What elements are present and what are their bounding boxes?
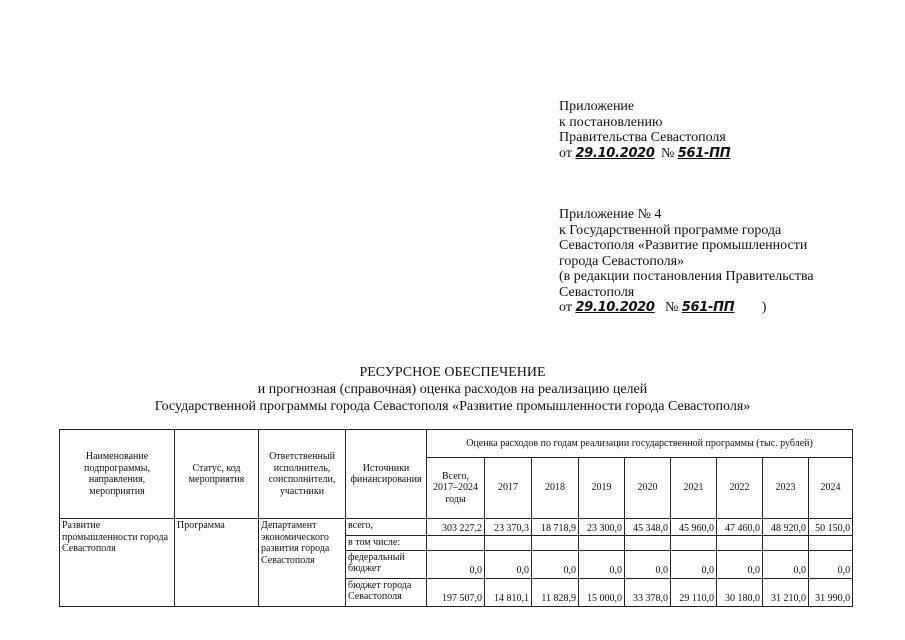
value-cell: 0,0 bbox=[717, 550, 763, 578]
value-cell: 45 960,0 bbox=[671, 519, 717, 536]
value-cell bbox=[485, 536, 532, 551]
value-cell: 0,0 bbox=[485, 550, 532, 578]
value-cell: 11 828,9 bbox=[532, 578, 579, 606]
approval-line: Правительства Севастополя bbox=[559, 130, 726, 145]
value-cell: 31 210,0 bbox=[763, 578, 809, 606]
approval-line: (в редакции постановления Правительства bbox=[559, 269, 814, 284]
value-cell: 30 180,0 bbox=[717, 578, 763, 606]
header-year: 2024 bbox=[809, 458, 853, 519]
header-responsible: Ответственный исполнитель, соисполнители, участники bbox=[259, 430, 346, 519]
title-line-3: Государственной программы города Севастополя «Развитие промышленности города Севастополя» bbox=[154, 399, 751, 414]
resources-table bbox=[59, 429, 853, 607]
title-line-1: РЕСУРСНОЕ ОБЕСПЕЧЕНИЕ bbox=[359, 365, 546, 380]
approval-date: 29.10.2020 bbox=[575, 145, 655, 161]
value-cell: 45 348,0 bbox=[625, 519, 671, 536]
title-line-2: и прогнозная (справочная) оценка расходов на реализацию целей bbox=[257, 382, 648, 397]
approval-date: 29.10.2020 bbox=[575, 300, 655, 315]
header-name: Наименование подпрограммы, направления, мероприятия bbox=[60, 430, 175, 519]
approval-date-line bbox=[559, 300, 814, 316]
value-cell: 15 000,0 bbox=[579, 578, 625, 606]
value-cell bbox=[579, 536, 625, 551]
source-cell: в том числе: bbox=[346, 536, 427, 551]
header-estimate: Оценка расходов по годам реализации государственной программы (тыс. рублей) bbox=[427, 430, 853, 458]
header-year: 2019 bbox=[579, 458, 625, 519]
value-cell bbox=[809, 536, 853, 551]
value-cell: 0,0 bbox=[579, 550, 625, 578]
number-label: № bbox=[664, 300, 679, 315]
close-paren: ) bbox=[761, 300, 767, 315]
value-cell: 23 370,3 bbox=[485, 519, 532, 536]
approval-line: Севастополя bbox=[559, 284, 635, 300]
header-year: 2021 bbox=[671, 458, 717, 519]
total-cell: 197 507,0 bbox=[427, 578, 485, 606]
value-cell: 48 920,0 bbox=[763, 519, 809, 536]
program-status: Программа bbox=[175, 519, 259, 607]
value-cell: 31 990,0 bbox=[809, 578, 853, 606]
value-cell bbox=[671, 536, 717, 551]
approval-line: Приложение bbox=[559, 99, 635, 114]
approval-line: к постановлению bbox=[559, 114, 663, 130]
approval-line: Приложение № 4 bbox=[559, 207, 662, 222]
total-cell: 303 227,2 bbox=[427, 519, 485, 536]
value-cell: 14 810,1 bbox=[485, 578, 532, 606]
value-cell: 0,0 bbox=[671, 550, 717, 578]
value-cell: 23 300,0 bbox=[579, 519, 625, 536]
value-cell: 18 718,9 bbox=[532, 519, 579, 536]
value-cell: 50 150,0 bbox=[809, 519, 853, 536]
value-cell: 47 460,0 bbox=[717, 519, 763, 536]
number-label: № bbox=[660, 145, 675, 161]
approval-line: Севастополя «Развитие промышленности bbox=[559, 238, 808, 253]
header-year: 2023 bbox=[763, 458, 809, 519]
approval-number: 561-ПП bbox=[681, 300, 735, 315]
value-cell: 33 378,0 bbox=[625, 578, 671, 606]
approval-block-2 bbox=[559, 207, 814, 316]
value-cell bbox=[532, 536, 579, 551]
header-status: Статус, код мероприятия bbox=[175, 430, 259, 519]
program-name: Развитие промышленности города Севастополя bbox=[60, 519, 175, 607]
value-cell: 0,0 bbox=[763, 550, 809, 578]
value-cell: 0,0 bbox=[532, 550, 579, 578]
total-cell bbox=[427, 536, 485, 551]
value-cell: 29 110,0 bbox=[671, 578, 717, 606]
value-cell bbox=[763, 536, 809, 551]
approval-number: 561-ПП bbox=[677, 145, 731, 161]
header-year: 2018 bbox=[532, 458, 579, 519]
table-row bbox=[60, 519, 853, 536]
program-responsible: Департамент экономического развития города Севастополя bbox=[259, 519, 346, 607]
header-year: 2020 bbox=[625, 458, 671, 519]
header-sources: Источники финансирования bbox=[346, 430, 427, 519]
from-label: от bbox=[559, 300, 572, 315]
source-cell: всего, bbox=[346, 519, 427, 536]
source-cell: федеральный бюджет bbox=[346, 550, 427, 578]
value-cell bbox=[717, 536, 763, 551]
approval-date-line bbox=[559, 146, 740, 162]
document-title bbox=[0, 364, 905, 415]
value-cell bbox=[625, 536, 671, 551]
approval-line: города Севастополя» bbox=[559, 253, 685, 269]
header-total: Всего, 2017–2024 годы bbox=[427, 458, 485, 519]
header-year: 2022 bbox=[717, 458, 763, 519]
header-year: 2017 bbox=[485, 458, 532, 519]
value-cell: 0,0 bbox=[809, 550, 853, 578]
approval-line: к Государственной программе города bbox=[559, 222, 782, 238]
approval-block-1 bbox=[559, 99, 740, 161]
total-cell: 0,0 bbox=[427, 550, 485, 578]
from-label: от bbox=[559, 145, 572, 161]
source-cell: бюджет города Севастополя bbox=[346, 578, 427, 606]
value-cell: 0,0 bbox=[625, 550, 671, 578]
